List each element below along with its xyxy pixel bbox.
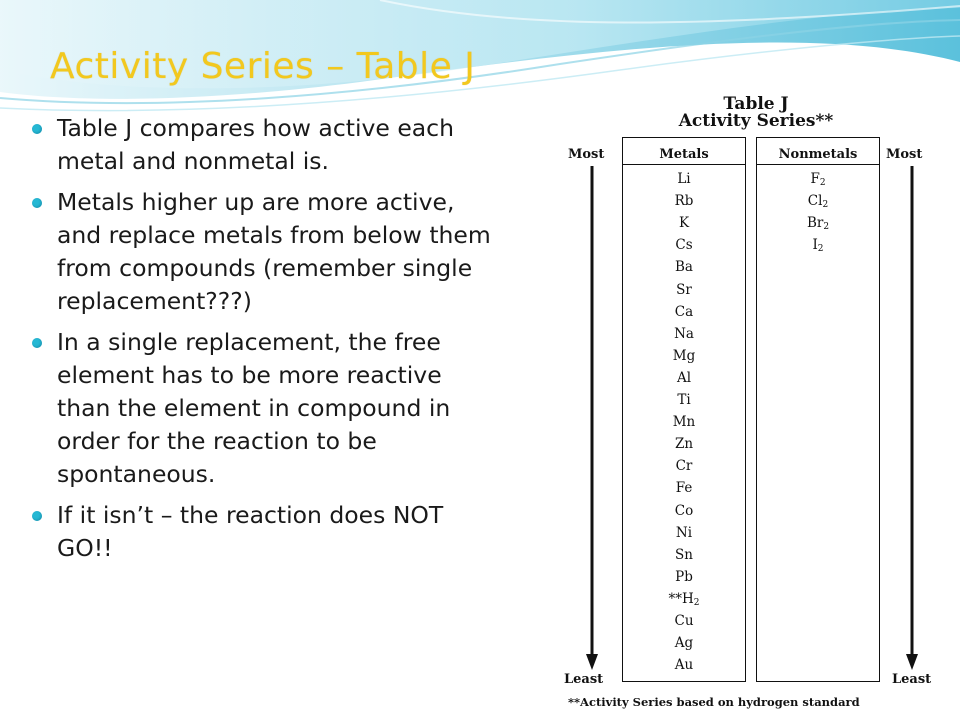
metal-element: Zn	[674, 436, 694, 453]
metal-element: Rb	[674, 193, 694, 210]
table-j-title: Table J	[723, 94, 789, 114]
metals-header: Metals	[659, 147, 709, 162]
nonmetal-element: $F_2$	[810, 171, 826, 188]
metal-element: Co	[674, 502, 694, 519]
metal-element: Na	[674, 325, 694, 342]
left-least-label: Least	[564, 672, 604, 687]
metal-element: Fe	[675, 480, 693, 497]
right-most-label: Most	[886, 147, 923, 162]
metal-element: Ag	[674, 635, 694, 652]
metal-element: Mg	[672, 347, 696, 364]
metal-element: Al	[676, 369, 692, 386]
bullet-text: If it isn’t – the reaction does NOT GO!!	[57, 501, 444, 562]
metal-element: K	[678, 215, 690, 232]
nonmetal-element: $Cl_2$	[807, 193, 829, 211]
table-j-footnote: **Activity Series based on hydrogen standard	[568, 695, 860, 709]
metal-element: Cu	[674, 613, 694, 629]
bullet-text: In a single replacement, the free element has to be more reactive than the element in compound in order for the reaction to be spontaneous.	[57, 328, 451, 488]
bullet-dot-icon	[32, 338, 42, 348]
bullet-text: Table J compares how active each metal and nonmetal is.	[57, 114, 454, 175]
bullet-text: Metals higher up are more active, and replace metals from below them from compounds (remember single replacement???)	[57, 188, 491, 315]
activity-arrows	[556, 92, 948, 712]
table-j-subtitle: Activity Series**	[678, 111, 834, 131]
metal-element: Ca	[674, 303, 694, 320]
left-most-label: Most	[568, 147, 605, 162]
bullet-list	[30, 112, 500, 573]
slide-title: Activity Series – Table J	[50, 46, 476, 87]
metal-element: $**H_2$	[668, 590, 700, 608]
bullet-dot-icon	[32, 511, 42, 521]
nonmetal-element: $Br_2$	[806, 215, 830, 233]
bullet-item	[30, 499, 500, 565]
bullet-dot-icon	[32, 124, 42, 134]
metal-element: Au	[674, 657, 694, 674]
bullet-item	[30, 186, 500, 318]
right-least-label: Least	[892, 672, 932, 687]
metal-element: Ti	[677, 392, 691, 408]
bullet-dot-icon	[32, 198, 42, 208]
bullet-item	[30, 112, 500, 178]
bullet-item	[30, 326, 500, 491]
metal-element: Sn	[675, 546, 693, 563]
metal-element: Pb	[675, 568, 693, 585]
metal-element: Cs	[675, 237, 693, 254]
metal-element: Ba	[675, 259, 693, 276]
metal-element: Li	[677, 171, 691, 187]
nonmetal-element: $I_2$	[812, 237, 824, 255]
metal-element: Mn	[672, 414, 696, 431]
metal-element: Ni	[675, 524, 693, 541]
metal-element: Sr	[676, 281, 692, 298]
table-j-image	[556, 92, 948, 712]
nonmetals-header: Nonmetals	[778, 147, 858, 162]
metal-element: Cr	[675, 458, 693, 475]
